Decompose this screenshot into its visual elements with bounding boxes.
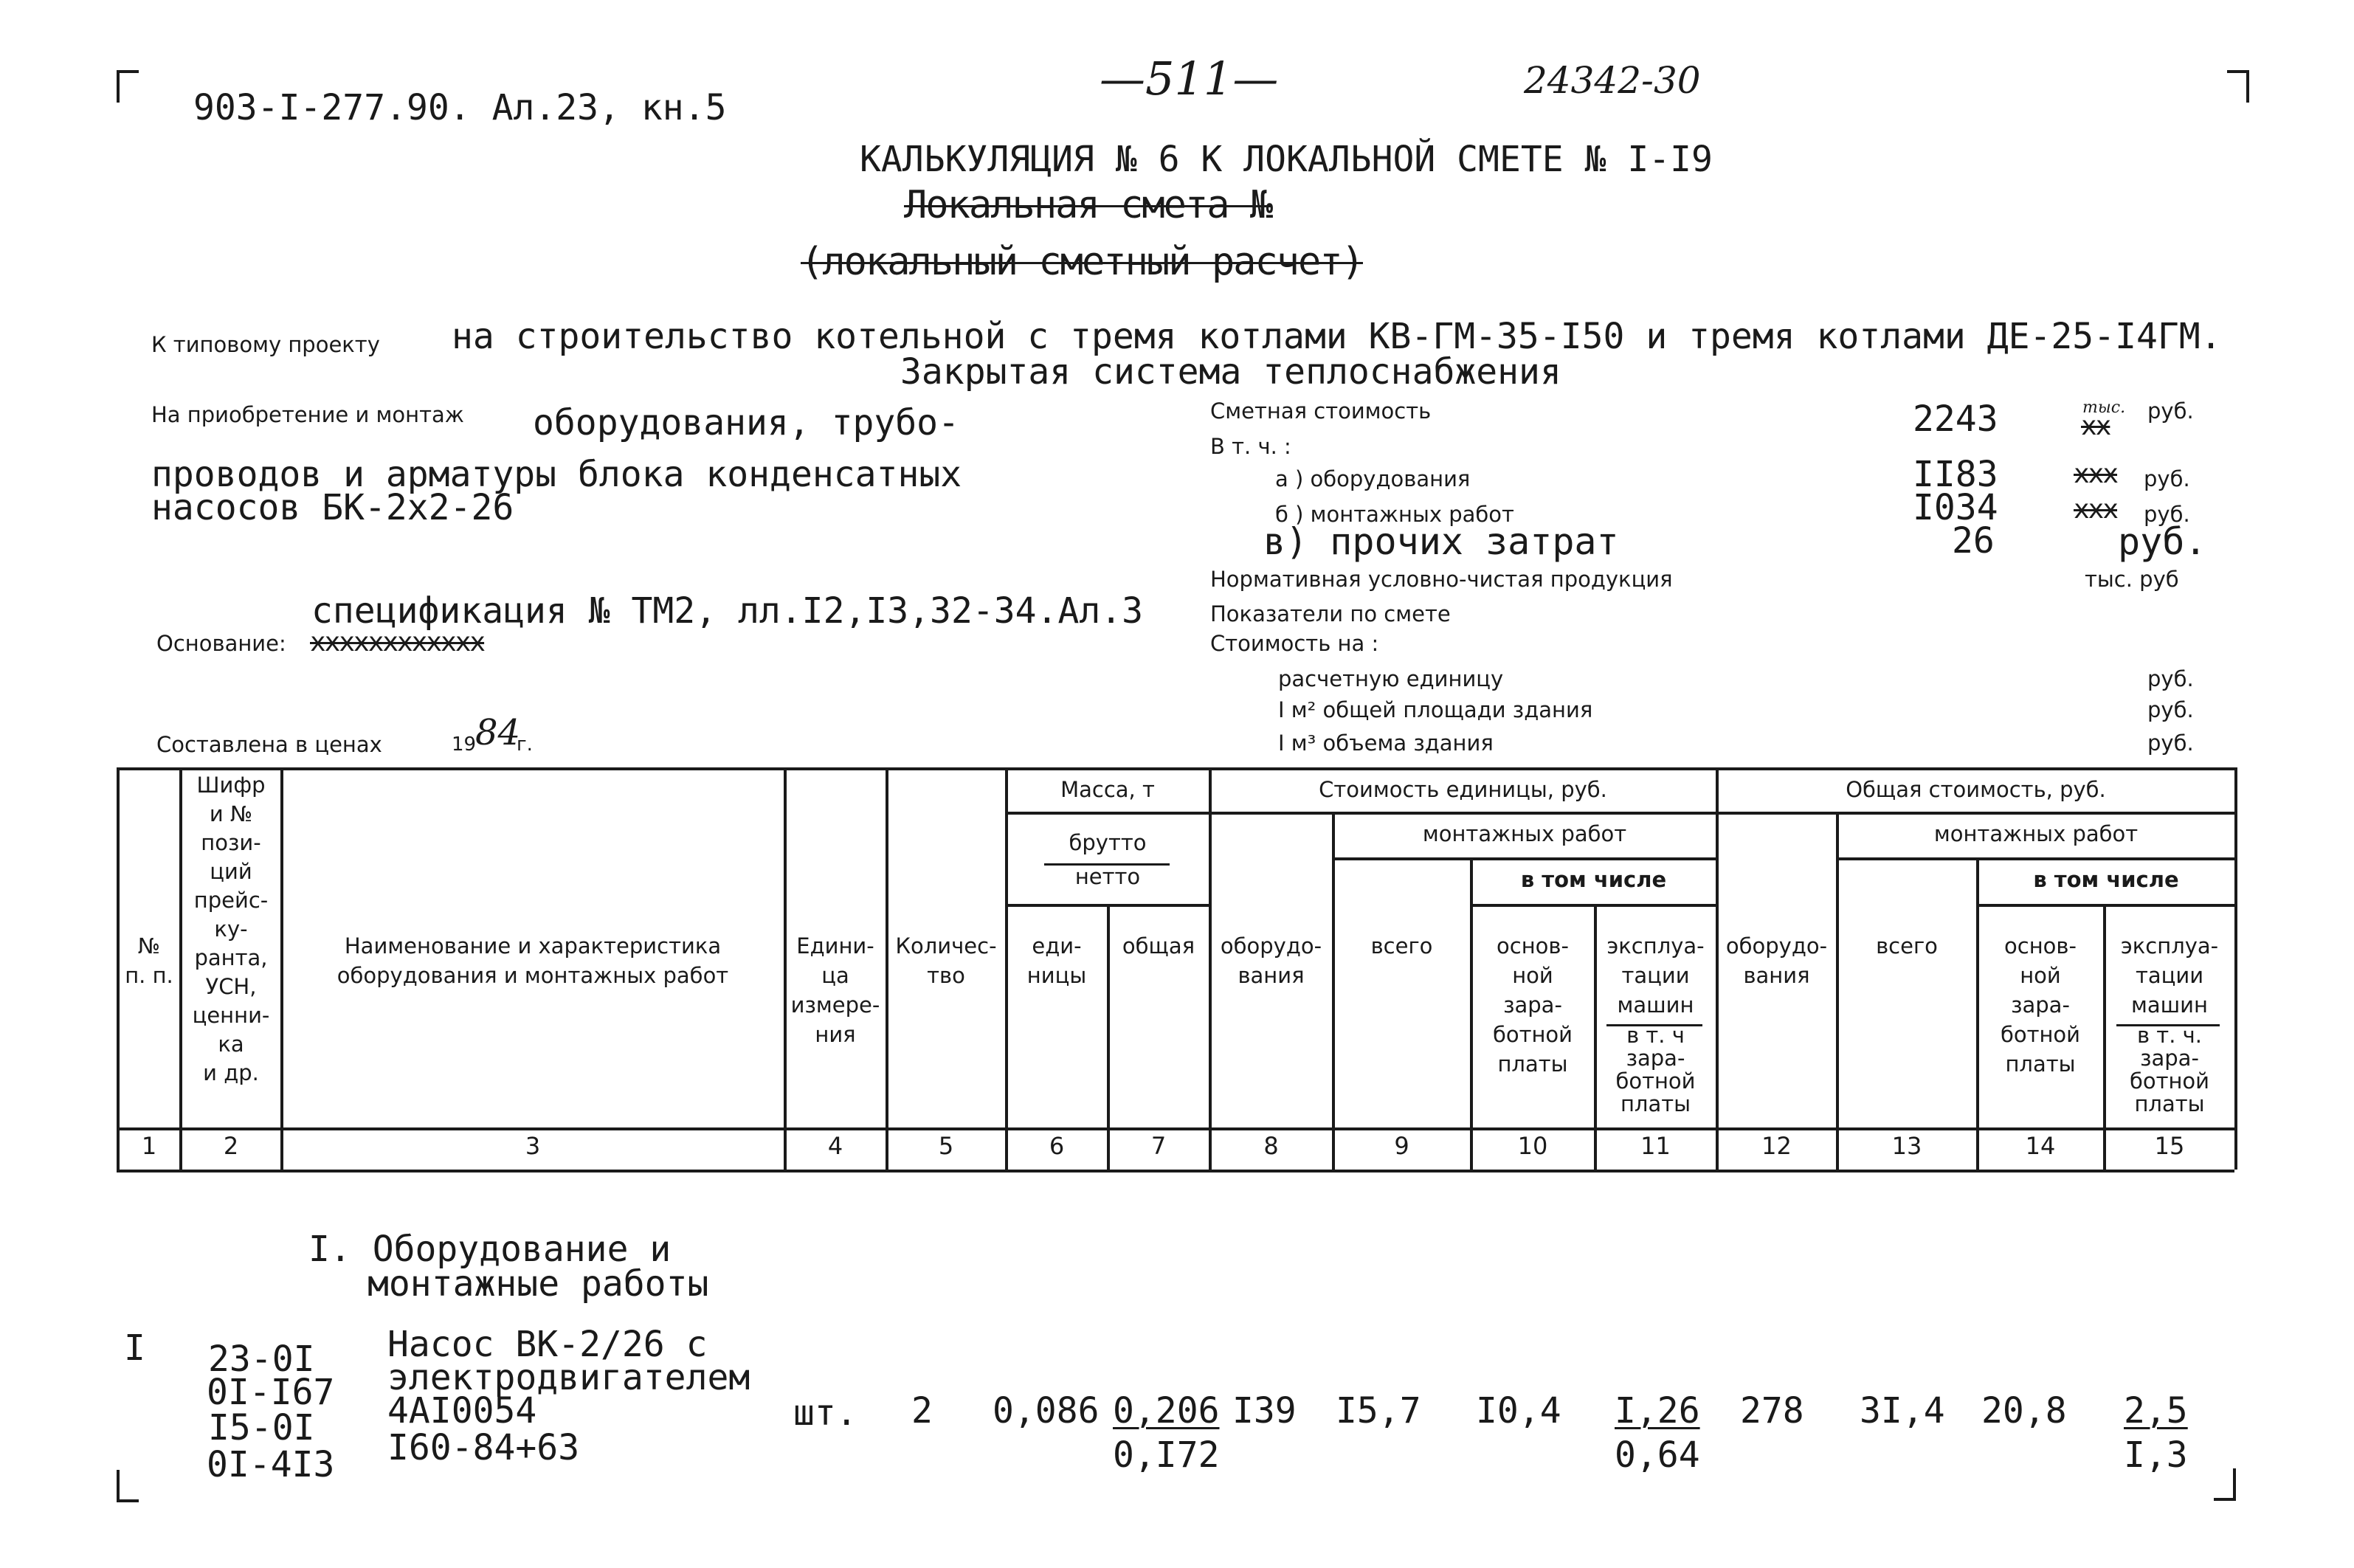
unit3-label: I м³ объема здания: [1278, 731, 1494, 756]
column-number: 10: [1517, 1132, 1548, 1160]
mount-label: б ) монтажных работ: [1275, 502, 1514, 527]
section-title-line-1: I. Оборудование и: [308, 1229, 672, 1270]
header-machines-wage: в т. ч зара- ботной платы: [1615, 1023, 1696, 1116]
equip-struck: xxx: [2074, 459, 2118, 489]
equip-unit: руб.: [2144, 466, 2190, 491]
position-code: 0I-4I3: [207, 1444, 335, 1485]
npc-unit: тыс. руб: [2085, 567, 2179, 592]
header-name: Наименование и характеристика оборудования и монтажных работ: [336, 933, 729, 988]
header-overall-cost: Общая стоимость, руб.: [1846, 777, 2106, 802]
mass-total-brutto: 0,206: [1113, 1390, 1220, 1431]
header-mount-works: монтажных работ: [1422, 821, 1627, 846]
item-name: 4АI0054: [387, 1390, 537, 1431]
column-number: 13: [1891, 1132, 1922, 1160]
specification-reference: спецификация № ТМ2, лл.I2,I3,32-34.Ал.3: [311, 590, 1144, 632]
column-number: 14: [2025, 1132, 2056, 1160]
basis-label: Основание:: [156, 631, 286, 656]
equip-total-cost: 278: [1740, 1390, 1804, 1431]
cost-on-label: Стоимость на :: [1210, 631, 1379, 656]
other-costs-label: в) прочих затрат: [1263, 520, 1619, 563]
prices-year-label: Составлена в ценах: [156, 732, 382, 757]
header-incl: в том числе: [1520, 867, 1667, 892]
header-machines: эксплуа- тации машин: [1606, 933, 1705, 1018]
column-number: 7: [1150, 1132, 1167, 1160]
header-total: всего: [1370, 933, 1433, 959]
unit2-label: I м² общей площади здания: [1278, 697, 1593, 722]
prices-year-suffix: г.: [517, 733, 533, 756]
grid-line: [1332, 857, 1716, 860]
unit3-unit: руб.: [2147, 731, 2194, 756]
page-number: —511—: [1100, 52, 1279, 106]
position-code: 23-0I: [208, 1339, 315, 1380]
header-equip: оборудо- вания: [1220, 933, 1322, 988]
mass-total-netto: 0,I72: [1113, 1434, 1220, 1476]
grid-line: [1470, 904, 1716, 907]
purpose-line-3: насосов БК-2х2-26: [151, 487, 514, 528]
equip-unit-cost: I39: [1232, 1390, 1297, 1431]
grid-line: [1005, 812, 2234, 815]
quantity: 2: [911, 1390, 933, 1431]
grid-line: [1836, 812, 1839, 1170]
corner-mark-bottom-left: [117, 1470, 139, 1502]
grid-line: [117, 767, 2234, 770]
machines-wage-unit: 0,64: [1615, 1434, 1700, 1476]
corner-mark-bottom-right: [2214, 1468, 2236, 1501]
grid-line: [1332, 812, 1335, 1170]
header-num: № п. п.: [125, 933, 173, 988]
indicators-label: Показатели по смете: [1210, 601, 1451, 626]
unit2-unit: руб.: [2147, 697, 2194, 722]
column-number: 12: [1761, 1132, 1792, 1160]
column-number: 6: [1049, 1132, 1065, 1160]
equip-label: а ) оборудования: [1275, 466, 1471, 491]
basis-struck: xxxxxxxxxxxx: [310, 627, 485, 657]
document-reference: 903-I-277.90. Ал.23, кн.5: [193, 87, 727, 128]
machines-wage-total: I,3: [2124, 1434, 2188, 1476]
header-mass-total: общая: [1122, 933, 1195, 959]
unit1-unit: руб.: [2147, 666, 2194, 691]
incl-label: В т. ч. :: [1210, 434, 1291, 459]
mount-unit-total: I5,7: [1336, 1390, 1421, 1431]
other-costs-unit: руб.: [2118, 520, 2207, 563]
mass-per-unit: 0,086: [993, 1390, 1100, 1431]
purpose-line-2: проводов и арматуры блока конденсатных: [151, 454, 962, 495]
corner-mark-top-right: [2227, 70, 2249, 103]
header-machines-2: эксплуа- тации машин: [2120, 933, 2219, 1018]
header-machines-wage-2: в т. ч. зара- ботной платы: [2129, 1023, 2210, 1116]
prices-year-value: 84: [475, 712, 521, 753]
smeta-unit-handwritten: тыс.: [2082, 398, 2126, 417]
project-label: К типовому проекту: [151, 332, 380, 357]
smeta-unit-struck: xx: [2081, 411, 2110, 441]
header-mass: Масса, т: [1060, 777, 1155, 802]
machines-total: 2,5: [2124, 1390, 2188, 1431]
struck-title-1: Локальная смета №: [904, 183, 1272, 227]
grid-line: [117, 1170, 2234, 1172]
unit-of-measure: шт.: [793, 1392, 857, 1434]
column-number: 15: [2154, 1132, 2185, 1160]
header-code: Шифр и № пози- ций прейс- ку- ранта, УСН, ценни- ка и др.: [192, 773, 270, 1085]
project-subtitle: Закрытая система теплоснабжения: [900, 351, 1561, 393]
header-unit-cost: Стоимость единицы, руб.: [1319, 777, 1607, 802]
item-name: I60-84+63: [387, 1427, 580, 1468]
header-total-2: всего: [1876, 933, 1938, 959]
column-number: 1: [141, 1132, 157, 1160]
header-qty: Количес- тво: [895, 933, 997, 988]
column-number: 11: [1640, 1132, 1671, 1160]
row-number: I: [124, 1327, 145, 1369]
header-basic-wage-2: основ- ной зара- ботной платы: [2000, 933, 2081, 1077]
calculation-title: КАЛЬКУЛЯЦИЯ № 6 К ЛОКАЛЬНОЙ СМЕТЕ № I-I9: [860, 139, 1713, 180]
purpose-line-1: оборудования, трубо-: [533, 402, 959, 443]
unit1-label: расчетную единицу: [1278, 666, 1504, 691]
column-number: 8: [1263, 1132, 1279, 1160]
header-equip-total: оборудо- вания: [1725, 933, 1828, 988]
section-title-line-2: монтажные работы: [367, 1263, 709, 1305]
column-number: 9: [1394, 1132, 1409, 1160]
header-basic-wage: основ- ной зара- ботной платы: [1492, 933, 1573, 1077]
column-number: 2: [223, 1132, 239, 1160]
header-mount-works-total: монтажных работ: [1933, 821, 2139, 846]
project-text: на строительство котельной с тремя котлами КВ-ГМ-35-I50 и тремя котлами ДЕ-25-I4ГМ.: [452, 316, 2222, 357]
column-number: 3: [525, 1132, 541, 1160]
header-unit: Едини- ца измере- ния: [790, 933, 880, 1047]
basic-wage-total: 20,8: [1981, 1390, 2067, 1431]
column-number: 5: [938, 1132, 954, 1160]
npc-label: Нормативная условно-чистая продукция: [1210, 567, 1673, 592]
equip-value: II83: [1913, 454, 1998, 495]
smeta-label: Сметная стоимость: [1210, 398, 1432, 424]
header-mass-unit: еди- ницы: [1026, 933, 1087, 988]
mount-struck: xxx: [2074, 494, 2118, 525]
mount-value: I034: [1913, 487, 1998, 528]
position-code: 0I-I67: [207, 1372, 335, 1413]
mount-total-cost: 3I,4: [1860, 1390, 1945, 1431]
header-incl-2: в том числе: [2033, 867, 2179, 892]
other-costs-value: 26: [1952, 520, 1995, 562]
item-name: Насос ВК-2/26 с: [387, 1324, 708, 1365]
document-code: 24342-30: [1524, 59, 1701, 102]
prices-year-prefix: 19: [452, 733, 477, 756]
grid-line: [2234, 767, 2237, 1170]
struck-title-2: (локальный сметный расчет): [801, 240, 1363, 284]
purpose-label: На приобретение и монтаж: [151, 402, 464, 427]
grid-line: [1836, 857, 2234, 860]
mount-unit: руб.: [2144, 502, 2190, 527]
smeta-unit: руб.: [2147, 398, 2194, 424]
header-mass-netto: нетто: [1074, 864, 1141, 889]
smeta-value: 2243: [1913, 398, 1998, 440]
corner-mark-top-left: [117, 70, 139, 103]
header-mass-brutto: брутто: [1069, 830, 1147, 855]
basic-wage-unit: I0,4: [1476, 1390, 1561, 1431]
item-name: электродвигателем: [387, 1357, 750, 1398]
position-code: I5-0I: [208, 1407, 315, 1448]
column-number: 4: [827, 1132, 843, 1160]
machines-unit: I,26: [1615, 1390, 1700, 1431]
